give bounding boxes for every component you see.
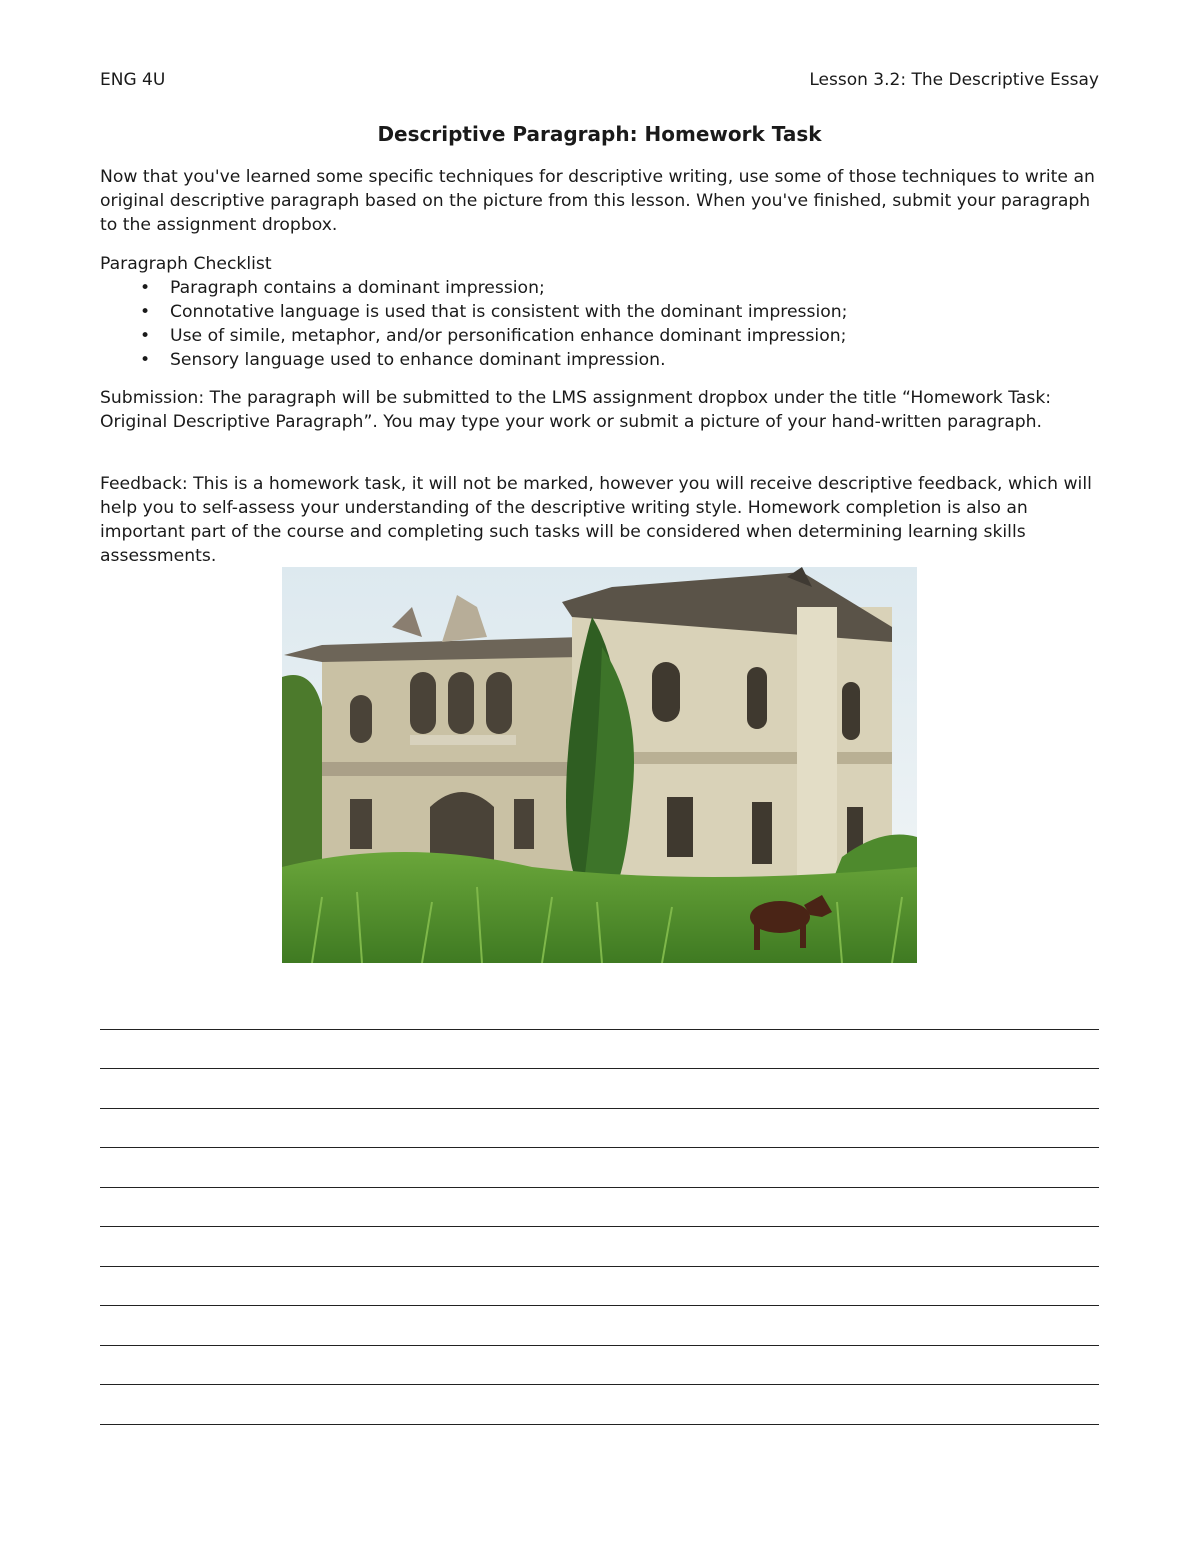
abandoned-mansion-photo bbox=[282, 567, 917, 963]
bullet-icon: • bbox=[140, 350, 151, 370]
writing-line bbox=[100, 1147, 1099, 1148]
checklist-list bbox=[100, 276, 1099, 372]
writing-line bbox=[100, 1108, 1099, 1109]
submission-paragraph: Submission: The paragraph will be submitted to the LMS assignment dropbox under the title “Homework Task: Original Descriptive Paragraph”. You may type your work or submit a picture of your hand-written paragraph. bbox=[100, 388, 1052, 432]
page-title: Descriptive Paragraph: Homework Task bbox=[377, 122, 822, 146]
checklist-item: • Use of simile, metaphor, and/or personification enhance dominant impression; bbox=[140, 326, 847, 346]
writing-line bbox=[100, 1266, 1099, 1267]
lesson-title: Lesson 3.2: The Descriptive Essay bbox=[809, 70, 1099, 90]
writing-line bbox=[100, 1305, 1099, 1306]
page-header bbox=[100, 70, 1099, 96]
course-code: ENG 4U bbox=[100, 70, 166, 90]
document-page bbox=[100, 0, 1099, 1553]
feedback-paragraph: Feedback: This is a homework task, it will not be marked, however you will receive descriptive feedback, which will help you to self-assess your understanding of the descriptive writing style. Homework completion is also an important part of the course and completing such tasks will be considered when determining learning skills assessments. bbox=[100, 474, 1092, 566]
bullet-icon: • bbox=[140, 326, 151, 346]
checklist-heading: Paragraph Checklist bbox=[100, 254, 272, 274]
checklist-item: • Connotative language is used that is consistent with the dominant impression; bbox=[140, 302, 848, 322]
checklist-item: • Paragraph contains a dominant impression; bbox=[140, 278, 545, 298]
writing-line bbox=[100, 1345, 1099, 1346]
writing-line bbox=[100, 1068, 1099, 1069]
writing-line bbox=[100, 1384, 1099, 1385]
writing-line bbox=[100, 1226, 1099, 1227]
intro-paragraph: Now that you've learned some specific techniques for descriptive writing, use some of those techniques to write an original descriptive paragraph based on the picture from this lesson. When you've finished, submit your paragraph to the assignment dropbox. bbox=[100, 167, 1095, 235]
paragraph-checklist bbox=[100, 252, 1099, 372]
bullet-icon: • bbox=[140, 302, 151, 322]
bullet-icon: • bbox=[140, 278, 151, 298]
writing-line bbox=[100, 1029, 1099, 1030]
checklist-item: • Sensory language used to enhance dominant impression. bbox=[140, 350, 666, 370]
writing-line bbox=[100, 1424, 1099, 1425]
writing-line bbox=[100, 1187, 1099, 1188]
